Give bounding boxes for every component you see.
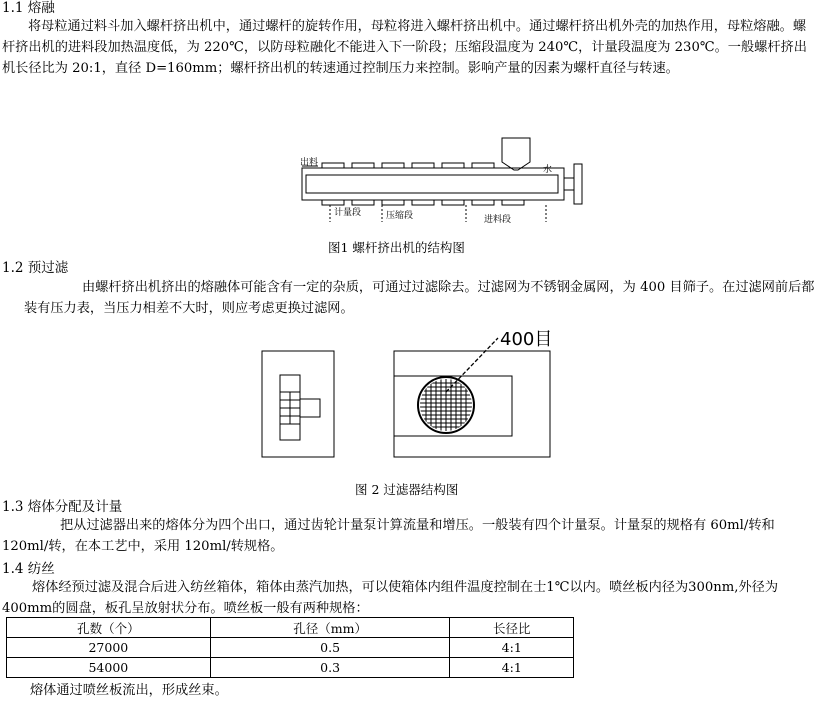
table-header-row [7, 618, 574, 638]
fig1-label-metering: 计量段 [334, 208, 362, 218]
spinneret-spec-table [6, 617, 574, 678]
table-cell: 54000 [7, 658, 211, 678]
distribution-paragraph: 把从过滤器出来的熔体分为四个出口，通过齿轮计量泵计算流量和增压。一般装有四个计量泵。计量泵的规格有 60ml/转和 120ml/转，在本工艺中，采用 120ml/转规格。 [2, 518, 775, 554]
table-header: 长径比 [450, 618, 574, 638]
section-heading-distribution: 1.3 熔体分配及计量 [2, 499, 123, 515]
mesh-400-label: 400目 [500, 329, 553, 350]
fig1-caption: 图1 螺杆挤出机的结构图 [328, 240, 465, 255]
fig1-label-water: 水 [543, 165, 553, 175]
table-cell: 4:1 [450, 658, 574, 678]
table-header: 孔数（个） [7, 618, 211, 638]
section-heading-melting: 1.1 熔融 [2, 0, 55, 16]
table-cell: 0.5 [210, 638, 450, 658]
table-cell: 0.3 [210, 658, 450, 678]
fig2-caption: 图 2 过滤器结构图 [355, 482, 459, 497]
melting-paragraph: 将母粒通过料斗加入螺杆挤出机中，通过螺杆的旋转作用，母粒将进入螺杆挤出机中。通过螺杆挤出机外壳的加热作用，母粒熔融。螺杆挤出机的进料段加热温度低，为 220℃，以防母粒融化不能进入下一阶段；压缩段温度为 240℃，计量段温度为 230℃。一般螺杆挤出机长径比为 20:1，直径 D=160mm；螺杆挤出机的转速通过控制压力来控制。影响产量的因素为螺杆直径与转速。 [2, 19, 807, 76]
spinning-paragraph: 熔体经预过滤及混合后进入纺丝箱体，箱体由蒸汽加热，可以使箱体内组件温度控制在士1℃以内。喷丝板内径为300nm,外径为400mm的圆盘，板孔呈放射状分布。喷丝板一般有两种规格： [2, 580, 779, 616]
table-cell: 27000 [7, 638, 211, 658]
section-heading-spinning: 1.4 纺丝 [2, 561, 55, 577]
table-cell: 4:1 [450, 638, 574, 658]
fig1-label-feeding: 进料段 [484, 215, 512, 225]
table-header: 孔径（mm） [210, 618, 450, 638]
section-heading-prefiltration: 1.2 预过滤 [2, 260, 69, 276]
prefiltration-paragraph: 由螺杆挤出机挤出的熔融体可能含有一定的杂质，可通过过滤除去。过滤网为不锈钢金属网，为 400 目筛子。在过滤网前后都装有压力表，当压力相差不大时，则应考虑更换过滤网。 [24, 280, 815, 316]
table-row [7, 658, 574, 678]
table-row [7, 638, 574, 658]
fig1-label-outlet: 出料 [300, 158, 319, 168]
fig1-label-compression: 压缩段 [386, 211, 414, 221]
spinning-closing: 熔体通过喷丝板流出，形成丝束。 [30, 683, 228, 698]
